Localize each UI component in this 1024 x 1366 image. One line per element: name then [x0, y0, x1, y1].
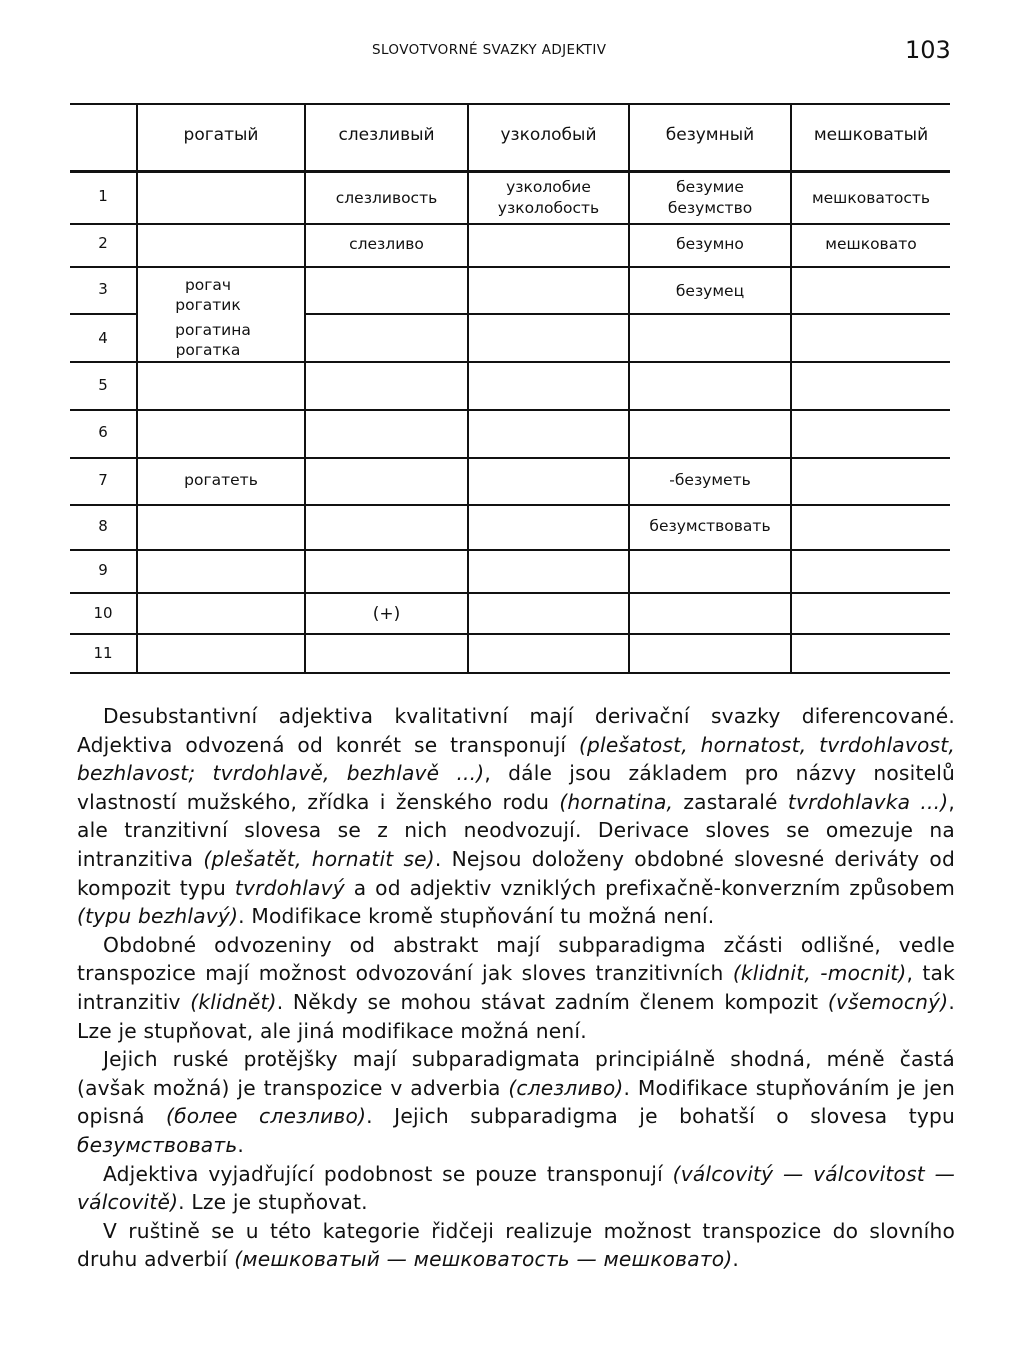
example-words: (typu bezhlavý) — [77, 904, 239, 929]
table-column-rule — [136, 103, 138, 674]
derivation-table — [70, 103, 950, 673]
row-number: 6 — [98, 423, 108, 441]
example-words: (válcovitý — válcovitost — válcovitě) — [77, 1161, 955, 1215]
paragraph — [77, 1160, 955, 1217]
example-words: tvrdohlavka ...) — [787, 789, 949, 814]
column-header: рогатый — [183, 125, 259, 145]
paragraph — [77, 702, 955, 931]
text-run: , ale tranzitivní slovesa se z nich neodvozují. Derivace sloves se omezuje na intranzitiva — [77, 789, 955, 871]
table-rule-top — [70, 103, 950, 105]
table-cell: (+) — [372, 604, 401, 624]
row-number: 4 — [98, 329, 108, 347]
table-cell: рогач — [184, 276, 232, 294]
row-number: 2 — [98, 234, 108, 252]
table-cell: безумно — [676, 235, 744, 253]
table-rule — [70, 409, 950, 411]
text-run: zastaralé — [673, 789, 788, 814]
text-run: . Modifikace stupňováním je jen opisná — [77, 1075, 955, 1129]
table-cell: узколобость — [497, 199, 600, 217]
example-words: tvrdohlavý — [234, 875, 345, 900]
example-words: (более слезливо) — [166, 1104, 367, 1129]
text-run: V ruštině se u této kategorie řidčeji realizuje možnost transpozice do slovního druhu adverbií — [77, 1218, 955, 1272]
table-rule — [70, 457, 950, 459]
body-text — [77, 702, 955, 1274]
example-words: безумствовать — [77, 1132, 238, 1157]
example-words: (všemocný) — [827, 989, 949, 1014]
table-cell: безумец — [675, 282, 745, 300]
row-number: 9 — [98, 561, 108, 579]
text-run: . Někdy se mohou stávat zadním členem kompozit — [276, 989, 828, 1014]
column-header: безумный — [665, 125, 755, 145]
running-head — [0, 36, 1024, 64]
example-words: (hornatina, — [559, 789, 674, 814]
row-number: 7 — [98, 471, 108, 489]
page-number: 103 — [905, 36, 951, 64]
column-header: слезливый — [338, 125, 435, 145]
paragraph — [77, 1045, 955, 1159]
table-cell: мешковато — [825, 235, 917, 253]
column-header: узколобый — [500, 125, 597, 145]
text-run: . Lze je stupňovat, ale jiná modifikace možná není. — [77, 989, 955, 1043]
example-words: (слезливо) — [508, 1075, 624, 1100]
text-run: . — [732, 1247, 740, 1272]
table-rule-bottom — [70, 672, 950, 674]
table-cell: слезливо — [349, 235, 424, 253]
text-run: , tak intranzitiv — [77, 961, 956, 1014]
table-cell: безумство — [667, 199, 753, 217]
row-number: 10 — [93, 604, 113, 622]
paragraph — [77, 931, 955, 1045]
text-run: a od adjektiv vzniklých prefixačně-konverzním způsobem — [344, 875, 955, 900]
row-number: 3 — [98, 280, 108, 298]
table-cell: мешковатость — [811, 189, 931, 207]
text-run: Obdobné odvozeniny od abstrakt mají subparadigma zčásti odlišné, vedle transpozice mají možnost odvozování jak sloves tranzitivních — [77, 932, 955, 986]
column-header: мешковатый — [813, 125, 929, 145]
table-rule — [70, 633, 950, 635]
example-words: (klidnit, -mocnit) — [732, 961, 907, 986]
example-words: (мешковатый — мешковатость — мешковато) — [234, 1247, 733, 1272]
table-cell: безумие — [676, 178, 744, 196]
text-run: . Nejsou doloženy obdobné slovesné deriváty od kompozit typu — [77, 846, 955, 900]
table-cell: -безуметь — [669, 471, 751, 489]
row-number: 8 — [98, 517, 108, 535]
table-cell: узколобие — [506, 178, 591, 196]
paragraph — [77, 1217, 955, 1274]
table-cell: рогатеть — [184, 471, 258, 489]
table-cell: слезливость — [335, 189, 438, 207]
table-rule — [70, 223, 950, 225]
text-run: Adjektiva vyjadřující podobnost se pouze transponují — [103, 1161, 673, 1186]
row-number: 1 — [98, 187, 108, 205]
text-run: Desubstantivní adjektiva kvalitativní mají derivační svazky diferencované. Adjektiva odvozená od konrét se transponují — [77, 704, 955, 757]
table-rule — [70, 361, 950, 363]
table-cell: рогатка — [175, 341, 241, 359]
row-number: 11 — [93, 644, 113, 662]
table-rule — [70, 313, 136, 315]
running-title: SLOVOTVORNÉ SVAZKY ADJEKTIV — [372, 42, 607, 58]
table-rule — [70, 504, 950, 506]
text-run: . Jejich subparadigma je bohatší o slovesa typu — [366, 1104, 956, 1129]
example-words: (klidnět) — [190, 989, 277, 1014]
text-run: . Lze je stupňovat. — [178, 1190, 368, 1215]
example-words: (plešatět, hornatit se) — [203, 846, 435, 871]
example-words: (plešatost, hornatost, tvrdohlavost, bezhlavost; tvrdohlavě, bezhlavě ...) — [77, 732, 956, 786]
table-cell: рогатик — [175, 296, 241, 314]
text-run: , dále jsou základem pro názvy nositelů vlastností mužského, zřídka i ženského rodu — [77, 761, 955, 814]
text-run: . Modifikace kromě stupňování tu možná není. — [238, 904, 715, 929]
text-run: . — [237, 1132, 245, 1157]
table-cell: безумствовать — [649, 517, 771, 535]
table-cell: рогатина — [175, 321, 251, 339]
table-rule-header — [70, 170, 950, 173]
table-rule — [70, 592, 950, 594]
row-number: 5 — [98, 376, 108, 394]
text-run: Jejich ruské protějšky mají subparadigmata principiálně shodná, méně častá (avšak možná) je transpozice v adverbia — [77, 1047, 955, 1100]
table-rule — [70, 266, 950, 268]
table-rule — [70, 549, 950, 551]
